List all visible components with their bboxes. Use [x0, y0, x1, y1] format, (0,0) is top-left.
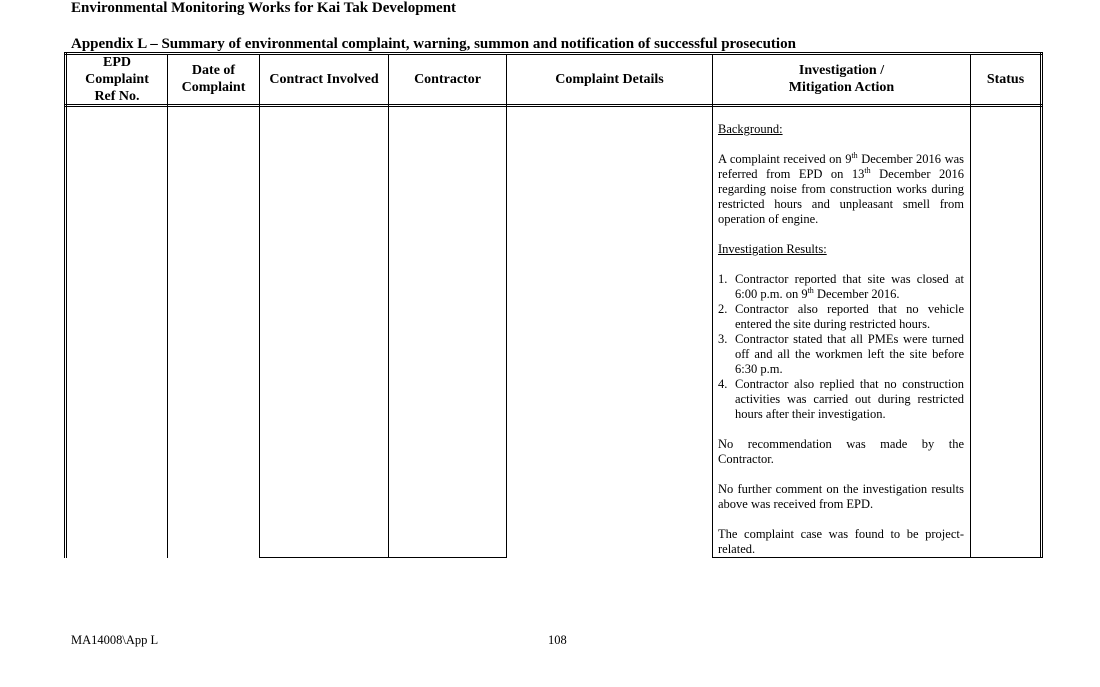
list-item [718, 302, 964, 332]
header-epd-ref-no [67, 54, 167, 104]
list-text: Contractor also replied that no construction activities was carried out during restricted hours after their investigation. [735, 377, 964, 421]
list-text-tail: December 2016. [813, 287, 900, 301]
document-title: Environmental Monitoring Works for Kai Tak Development [71, 0, 457, 16]
background-paragraph [718, 152, 964, 227]
results-list [718, 272, 964, 422]
header-action-line1: Investigation / [798, 63, 885, 78]
header-contractor-label: Contractor [414, 71, 481, 87]
results-heading: Investigation Results: [718, 242, 827, 256]
background-sup-2: th [864, 165, 871, 175]
list-item [718, 377, 964, 422]
list-text: Contractor also reported that no vehicle entered the site during restricted hours. [735, 302, 964, 331]
list-sup: th [807, 285, 814, 295]
list-number: 2. [718, 302, 728, 316]
header-contract-label: Contract Involved [269, 71, 379, 87]
background-text-1: A complaint received on 9 [718, 152, 852, 166]
header-date-line1: Date of [191, 63, 236, 78]
list-item [718, 332, 964, 377]
header-action-line2: Mitigation Action [788, 80, 895, 95]
appendix-title: Appendix L – Summary of environmental complaint, warning, summon and notification of successful prosecution [71, 36, 796, 52]
background-sup-1: th [851, 150, 858, 160]
background-heading: Background: [718, 122, 783, 136]
list-item [718, 272, 964, 302]
header-investigation-mitigation [713, 54, 970, 104]
list-number: 4. [718, 377, 728, 391]
header-status [971, 54, 1040, 104]
header-contract-involved [260, 54, 388, 104]
header-epd-line2: Complaint [85, 71, 149, 87]
list-number: 1. [718, 272, 728, 286]
header-complaint-details [507, 54, 712, 104]
header-details-label: Complaint Details [555, 71, 664, 87]
header-epd-line3: Ref No. [94, 88, 140, 104]
list-text: Contractor reported that site was closed at 6:00 p.m. on 9 [735, 272, 964, 301]
page-number: 108 [548, 633, 567, 647]
header-date-of-complaint [168, 54, 259, 104]
header-status-label: Status [986, 71, 1025, 87]
investigation-action-cell [718, 122, 964, 557]
background-text-2: December 2016 was referred from EPD on 13 [718, 152, 965, 181]
epd-comment-paragraph: No further comment on the investigation results above was received from EPD. [718, 482, 964, 511]
recommendation-paragraph: No recommendation was made by the Contractor. [718, 437, 964, 466]
footer-doc-ref: MA14008\App L [71, 633, 159, 647]
header-contractor [389, 54, 506, 104]
list-number: 3. [718, 332, 728, 346]
header-date-line2: Complaint [181, 80, 246, 95]
header-epd-line1: EPD [103, 54, 131, 70]
list-text: Contractor stated that all PMEs were turned off and all the workmen left the site before 6:30 p.m. [735, 332, 964, 376]
conclusion-paragraph: The complaint case was found to be project-related. [718, 527, 964, 556]
background-text-3: December 2016 regarding noise from construction works during restricted hours and unpleasant smell from operation of engine. [718, 167, 964, 226]
